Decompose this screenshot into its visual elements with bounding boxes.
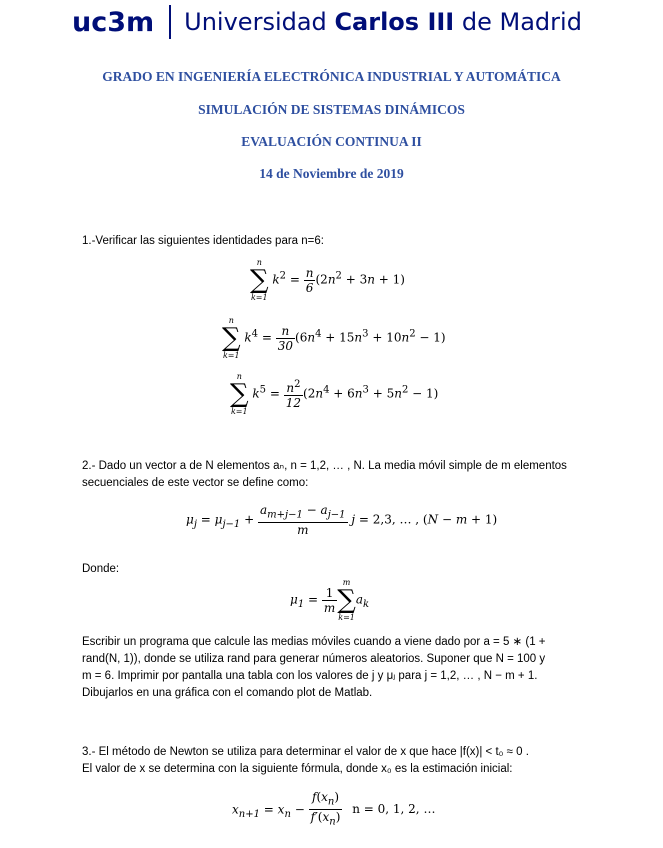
task-line-4: Dibujarlos en una gráfica con el comando plot de Matlab.	[82, 687, 373, 699]
newton-range: n = 0, 1, 2, …	[352, 802, 436, 817]
logo-uni-prefix: Universidad	[184, 8, 327, 36]
question-3-intro	[82, 744, 602, 778]
question-2-intro: 2.- Dado un vector a de N elementos aₙ, n = 1,2, … , N. La media móvil simple de m elementos secuenciales de este vector se define como:	[82, 460, 567, 489]
degree-title: GRADO EN INGENIERÍA ELECTRÓNICA INDUSTRIAL Y AUTOMÁTICA	[102, 69, 561, 84]
moving-average-formula: $\mu_j = \mu_{j-1}$ + $\frac{a_{m+j-1} - a_{j-1}}{m}$ j = 2,3, … , (N − m + 1)	[186, 503, 498, 538]
question-2-task	[82, 634, 602, 702]
task-line-2: rand(N, 1)), donde se utiliza rand para generar números aleatorios. Suponer que N = 100 y	[82, 653, 546, 665]
q3-line-2: El valor de x se determina con la siguiente fórmula, donde x₀ es la estimación inicial:	[82, 763, 513, 775]
identity-2: n ∑ k=1 $k^4$ = $\frac{n}{30}$ $(6n^4 + 15n^3 + 10n^2 - 1)$	[222, 316, 446, 360]
q3-line-1: 3.- El método de Newton se utiliza para determinar el valor de x que hace |f(x)| < t₀ ≈ 0 .	[82, 746, 529, 758]
task-line-3: m = 6. Imprimir por pantalla una tabla con los valores de j y μⱼ para j = 1,2, … , N − m + 1.	[82, 670, 538, 682]
logo-divider	[169, 5, 171, 39]
logo-uni-bold: Carlos III	[334, 8, 455, 36]
exam-date: 14 de Noviembre de 2019	[259, 166, 404, 181]
exam-title: EVALUACIÓN CONTINUA II	[241, 134, 422, 149]
logo-university-name	[184, 8, 582, 36]
newton-formula: $x_{n+1} = x_n$ − $\frac{f(x_n)}{f'(x_n)}$ n = 0, 1, 2, …	[232, 790, 436, 828]
task-line-1: Escribir un programa que calcule las medias móviles cuando a viene dado por a = 5 ∗ (1 +	[82, 636, 546, 648]
donde-label: Donde:	[82, 563, 120, 575]
identity-1: n ∑ k=1 $k^2$ = $\frac{n}{6}$ $(2n^2 + 3n + 1)$	[250, 258, 405, 302]
course-title: SIMULACIÓN DE SISTEMAS DINÁMICOS	[198, 102, 465, 117]
logo-uni-suffix: de Madrid	[461, 8, 582, 36]
university-logo	[72, 4, 582, 40]
mu1-formula: $\mu_1$ = $\frac{1}{m}$ m ∑ k=1 $a_k$	[290, 578, 370, 622]
logo-uc3m: uc3m	[72, 6, 155, 38]
identity-3: n ∑ k=1 $k^5$ = $\frac{n^2}{12}$ $(2n^4 + 6n^3 + 5n^2 - 1)$	[230, 372, 439, 416]
question-1-intro: 1.-Verificar las siguientes identidades para n=6:	[82, 235, 324, 247]
